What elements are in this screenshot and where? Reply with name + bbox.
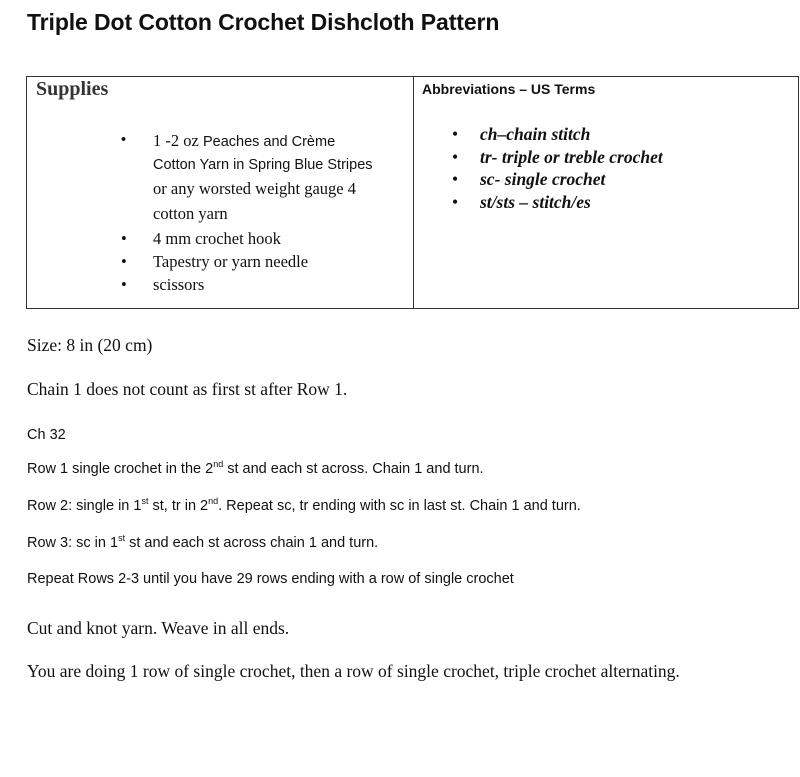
- abbreviations-heading: Abbreviations – US Terms: [422, 81, 596, 97]
- supply-scissors-text: scissors: [153, 275, 205, 294]
- bullet-icon: •: [452, 124, 459, 144]
- bullet-icon: •: [121, 275, 127, 294]
- row3-superscript: st: [118, 533, 126, 544]
- abbreviations-cell: [414, 77, 798, 308]
- cut-text: Cut and knot yarn. Weave in all ends.: [27, 618, 290, 638]
- supply-item-needle: [121, 250, 411, 273]
- supply-yarn-amount: 1 -2 oz: [153, 131, 203, 150]
- supply-item-yarn: [121, 129, 411, 227]
- abbreviation-text: ch–chain stitch: [480, 124, 591, 144]
- supply-yarn-line4: cotton yarn: [153, 204, 228, 223]
- row1-part1: Row 1 single crochet in the 2: [27, 461, 214, 477]
- abbreviation-item: [452, 191, 663, 214]
- bullet-icon: •: [121, 252, 127, 271]
- supplies-abbreviations-table: [26, 76, 799, 309]
- ch32-text: Ch 32: [27, 427, 66, 443]
- abbreviation-text: st/sts – stitch/es: [480, 191, 591, 212]
- abbreviation-text: tr- triple or treble crochet: [480, 146, 663, 167]
- supply-hook-text: 4 mm crochet hook: [153, 229, 281, 248]
- row1-superscript: nd: [213, 459, 224, 470]
- abbreviation-text: sc- single crochet: [480, 169, 606, 189]
- row2-superscript-2: nd: [208, 496, 219, 507]
- abbreviation-item: [452, 123, 663, 146]
- supplies-heading: Supplies: [36, 78, 109, 100]
- repeat-text: Repeat Rows 2-3 until you have 29 rows ending with a row of single crochet: [27, 571, 514, 587]
- size-text: Size: 8 in (20 cm): [27, 335, 153, 355]
- row2-part2: st, tr in 2: [148, 498, 209, 514]
- bullet-icon: •: [121, 132, 127, 148]
- bullet-icon: •: [452, 146, 459, 167]
- row2-part1: Row 2: single in 1: [27, 498, 142, 514]
- row1-text: [27, 461, 484, 477]
- supplies-list: [121, 129, 411, 296]
- row1-part2: st and each st across. Chain 1 and turn.: [223, 461, 484, 477]
- supply-needle-text: Tapestry or yarn needle: [153, 252, 309, 271]
- summary-text: You are doing 1 row of single crochet, then a row of single crochet, triple crochet alternating.: [27, 661, 680, 681]
- supply-item-hook: [121, 227, 411, 250]
- bullet-icon: •: [121, 229, 127, 248]
- supply-item-scissors: [121, 273, 411, 296]
- supplies-cell: [27, 77, 413, 308]
- chain-note-text: Chain 1 does not count as first st after Row 1.: [27, 379, 348, 399]
- abbreviations-list: [452, 123, 663, 213]
- supply-yarn-line3: or any worsted weight gauge 4: [153, 179, 356, 198]
- abbreviation-item: [452, 146, 663, 169]
- bullet-icon: •: [452, 191, 459, 212]
- supply-yarn-line2: Cotton Yarn in Spring Blue Stripes: [153, 157, 373, 173]
- bullet-icon: •: [452, 169, 459, 189]
- row3-text: [27, 535, 378, 551]
- abbreviation-item: [452, 168, 663, 191]
- row3-part1: Row 3: sc in 1: [27, 535, 119, 551]
- page-title: Triple Dot Cotton Crochet Dishcloth Pattern: [27, 9, 500, 35]
- row3-part2: st and each st across chain 1 and turn.: [125, 535, 379, 551]
- row2-text: [27, 498, 581, 514]
- row2-part3: . Repeat sc, tr ending with sc in last st. Chain 1 and turn.: [218, 498, 581, 514]
- supply-yarn-brand: Peaches and Crème: [202, 134, 336, 150]
- row2-superscript-1: st: [141, 496, 149, 507]
